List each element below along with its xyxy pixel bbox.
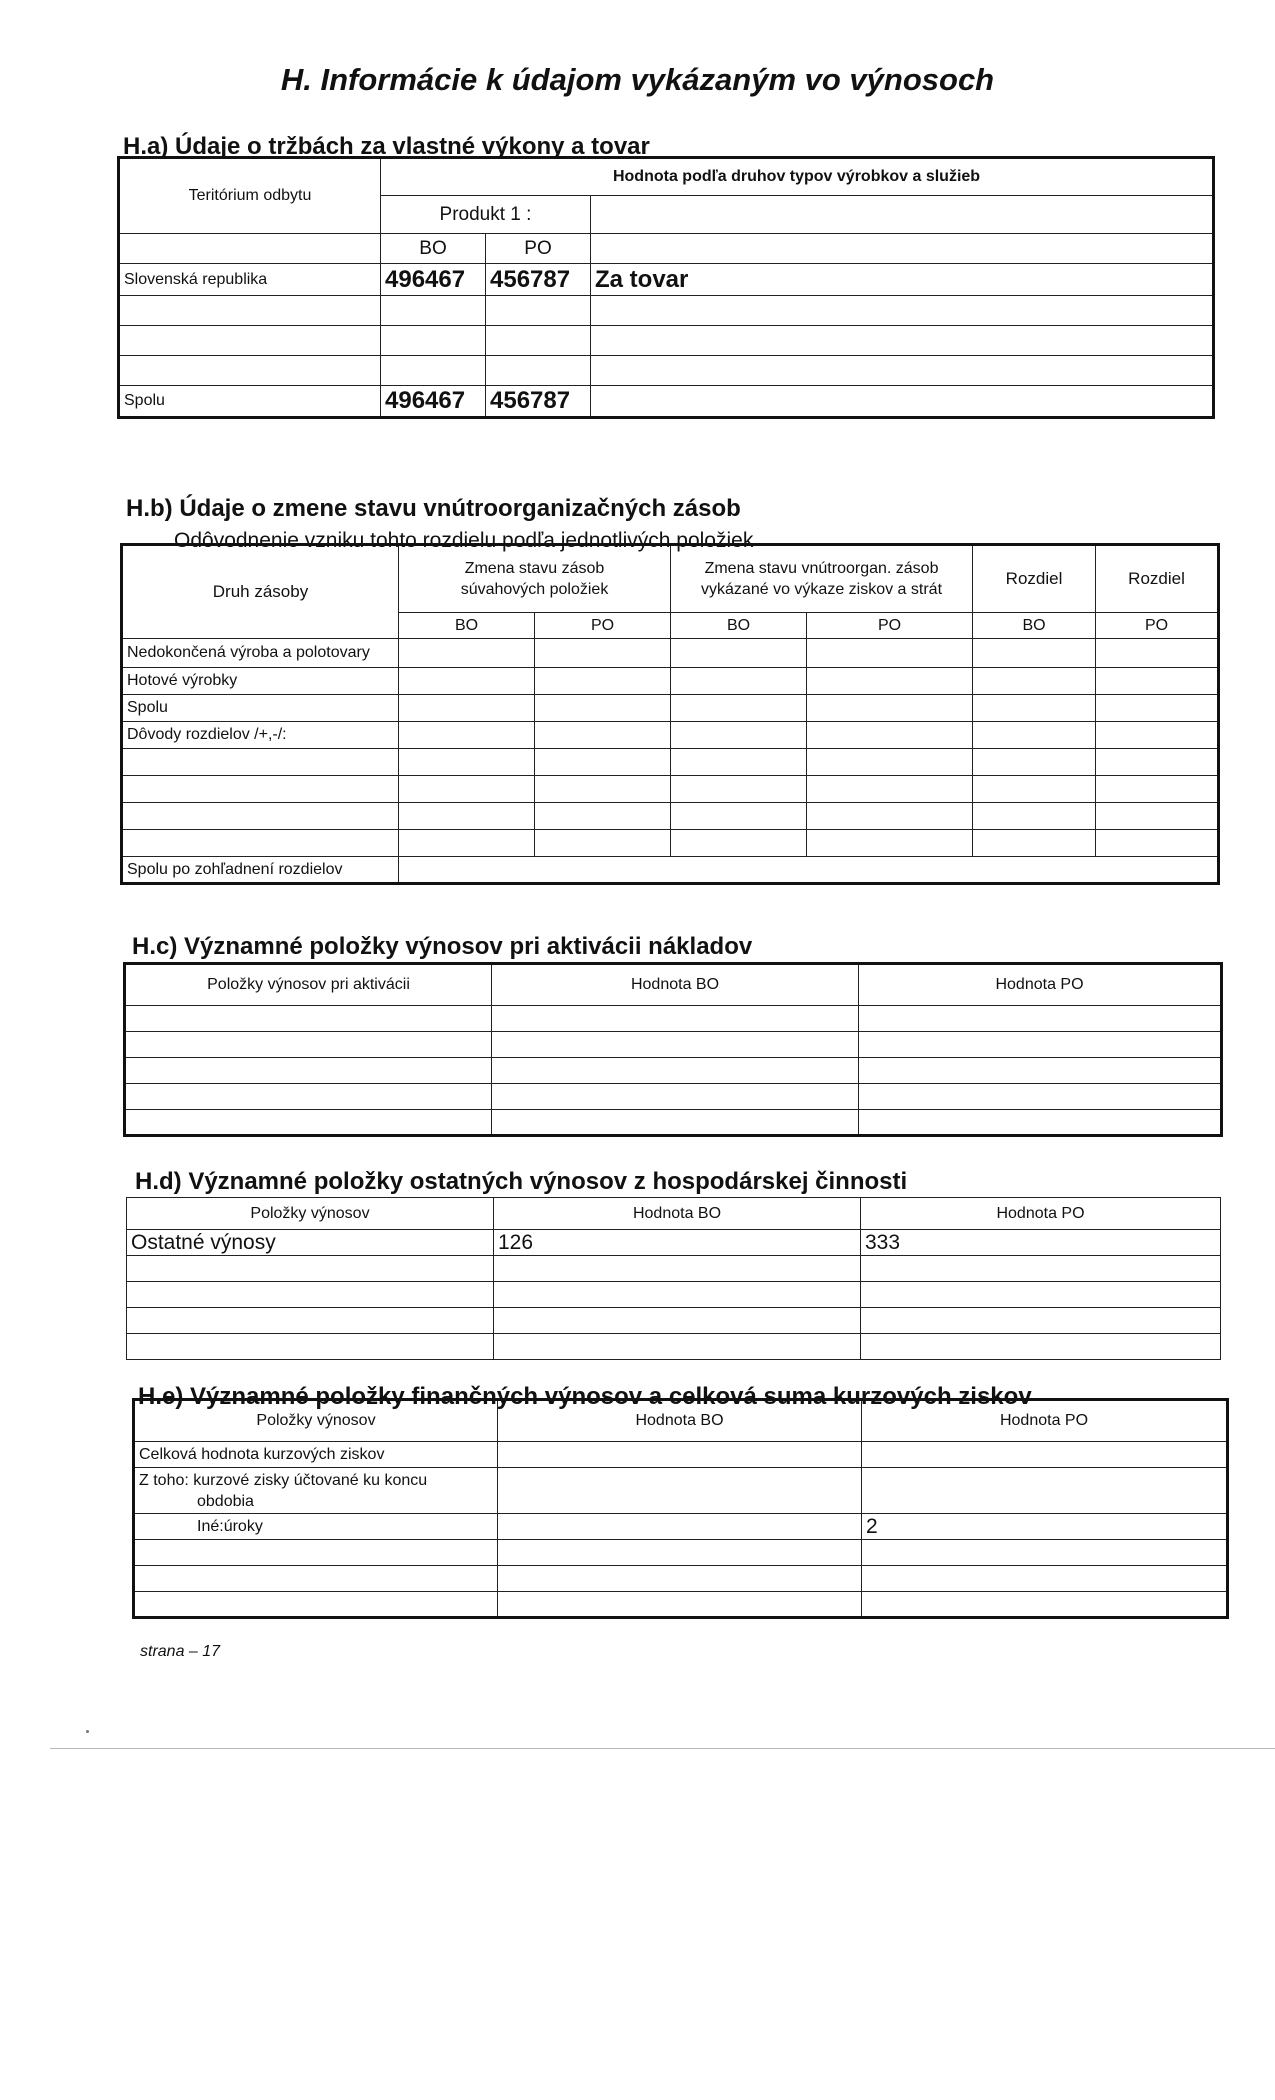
section-hb-heading: H.b) Údaje o zmene stavu vnútroorganizačných zásob	[126, 495, 741, 522]
territory-cell: Slovenská republika	[119, 264, 381, 296]
section-ha-heading: H.a) Údaje o tržbách za vlastné výkony a tovar	[123, 133, 650, 160]
po-header: PO	[1096, 613, 1219, 639]
bo-header: Hodnota BO	[492, 964, 859, 1006]
row-label: Dôvody rozdielov /+,-/:	[122, 722, 399, 749]
po-value[interactable]: 2	[862, 1514, 1228, 1540]
note-cell[interactable]: Za tovar	[591, 264, 1214, 296]
bo-header: Hodnota BO	[494, 1198, 861, 1230]
section-hc-heading: H.c) Významné položky výnosov pri aktivácii nákladov	[132, 933, 753, 960]
total-bo[interactable]: 496467	[381, 386, 486, 418]
bo-header: BO	[973, 613, 1096, 639]
po-value[interactable]: 456787	[486, 264, 591, 296]
difference-header-po: Rozdiel	[1096, 545, 1219, 613]
bo-value[interactable]: 126	[494, 1230, 861, 1256]
income-change-header: Zmena stavu vnútroorgan. zásob vykázané vo výkaze ziskov a strát	[671, 545, 973, 613]
territory-header: Teritórium odbytu	[119, 158, 381, 234]
row-label: Hotové výrobky	[122, 668, 399, 695]
other-income-table	[126, 1197, 1221, 1360]
items-header: Položky výnosov pri aktivácii	[125, 964, 492, 1006]
row-label: Ostatné výnosy	[127, 1230, 494, 1256]
po-header: Hodnota PO	[861, 1198, 1221, 1230]
financial-income-table	[132, 1398, 1229, 1619]
po-header: Hodnota PO	[862, 1400, 1228, 1442]
scan-dot	[86, 1730, 89, 1733]
difference-header-bo: Rozdiel	[973, 545, 1096, 613]
row-label: Celková hodnota kurzových ziskov	[134, 1442, 498, 1468]
items-header: Položky výnosov	[134, 1400, 498, 1442]
bo-header: BO	[381, 234, 486, 264]
page-title: H. Informácie k údajom vykázaným vo výnosoch	[280, 62, 995, 97]
row-label: Z toho: kurzové zisky účtované ku koncu obdobia	[134, 1468, 498, 1514]
po-value[interactable]: 333	[861, 1230, 1221, 1256]
page-number: strana – 17	[140, 1643, 221, 1660]
sales-table	[117, 156, 1215, 419]
bo-header: BO	[671, 613, 807, 639]
row-label: Spolu po zohľadnení rozdielov	[122, 857, 399, 884]
value-by-type-header: Hodnota podľa druhov typov výrobkov a služieb	[381, 158, 1214, 196]
po-header: PO	[535, 613, 671, 639]
po-header: Hodnota PO	[859, 964, 1222, 1006]
row-label: Spolu	[122, 695, 399, 722]
total-po[interactable]: 456787	[486, 386, 591, 418]
balance-change-header: Zmena stavu zásob súvahových položiek	[399, 545, 671, 613]
scan-edge-line	[50, 1748, 1275, 1749]
bo-value[interactable]: 496467	[381, 264, 486, 296]
po-header: PO	[807, 613, 973, 639]
items-header: Položky výnosov	[127, 1198, 494, 1230]
type-header: Druh zásoby	[122, 545, 399, 639]
total-label: Spolu	[119, 386, 381, 418]
section-hb-subheading: Odôvodnenie vzniku tohto rozdielu podľa jednotlivých položiek	[174, 529, 754, 552]
bo-header: BO	[399, 613, 535, 639]
product-header: Produkt 1 :	[381, 196, 591, 234]
section-hd-heading: H.d) Významné položky ostatných výnosov z hospodárskej činnosti	[135, 1168, 908, 1195]
inventory-table	[120, 543, 1220, 885]
section-he-heading: H.e) Významné položky finančných výnosov a celková suma kurzových ziskov	[138, 1383, 1032, 1410]
po-header: PO	[486, 234, 591, 264]
bo-header: Hodnota BO	[498, 1400, 862, 1442]
row-label: Iné:úroky	[134, 1514, 498, 1540]
row-label: Nedokončená výroba a polotovary	[122, 639, 399, 668]
activation-table	[123, 962, 1223, 1137]
